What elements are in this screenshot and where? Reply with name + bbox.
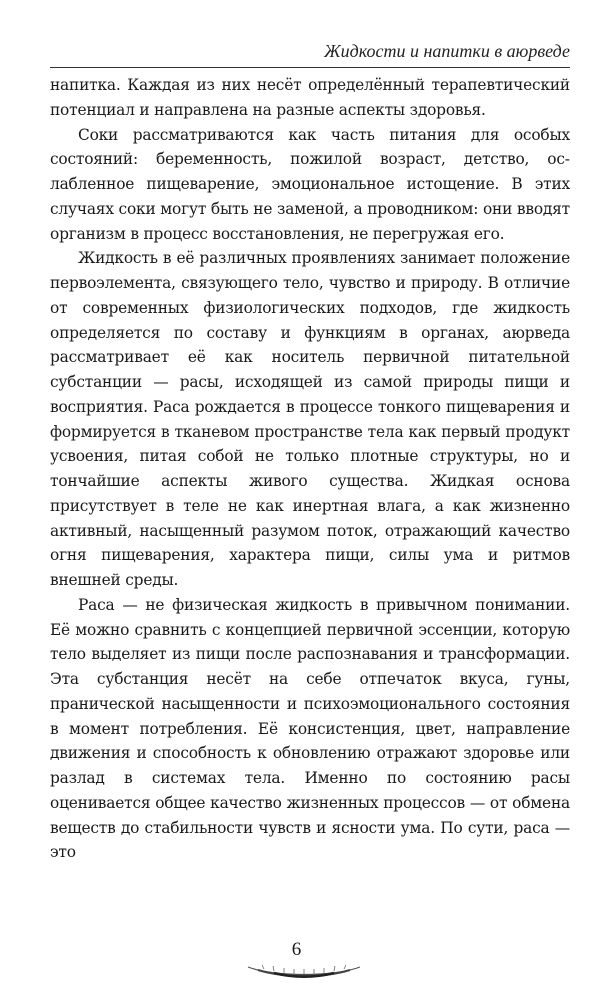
paragraph-rasa: Раса — не физическая жидкость в привычном понимании. Её можно сравнить с концепцией первичной эссенции, которую тело выделяет из пищи после распознавания и трансформации. Эта субстанция несёт на себе отпечаток вкуса, гуны, пранической насыщенности и психоэмоционального состояния в момент потребления. Её консистенция, цвет, направление движения и способность к обновлению отражают здоровье или разлад в системах тела. Именно по состоянию расы оценивается общее качество жизненных процессов — от обмена веществ до стабильности чувств и ясности ума. По сути, раса — это (50, 595, 570, 862)
running-header: Жидкости и напитки в аюрведе (324, 41, 570, 61)
header-rule (50, 67, 570, 68)
paragraph-continued: напитка. Каждая из них несёт определённый терапевтический потенциал и направлена на разные аспекты здоровья. (50, 76, 570, 119)
flourish-ornament-icon (244, 963, 364, 979)
body-text (50, 73, 570, 865)
paragraph-juices: Соки рассматриваются как часть питания для особых состояний: беременность, пожилой возраст, детство, ослабленное пищеварение, эмоциональное истощение. В этих случаях соки могут быть не заменой, а проводником: они вводят организм в процесс восстановления, не перегружая его. (50, 125, 570, 243)
paragraph-liquid-element: Жидкость в её различных проявлениях занимает положение первоэлемента, связующего тело, чувство и природу. В отличие от современных физиологических подходов, где жидкость определяется по составу и функциям в органах, аюрведа рассматривает её как носитель первичной питательной субстанции — расы, исходящей из самой природы пищи и восприятия. Раса рождается в процессе тонкого пищеварения и формируется в тканевом пространстве тела как первый продукт усвоения, питая собой не только плотные структуры, но и тончайшие аспекты живого существа. Жидкая основа присутствует в теле не как инертная влага, а как жизненно активный, насыщенный разумом поток, отражающий качество огня пищеварения, характера пищи, силы ума и ритмов внешней среды. (50, 249, 570, 589)
page-number: 6 (291, 939, 302, 960)
